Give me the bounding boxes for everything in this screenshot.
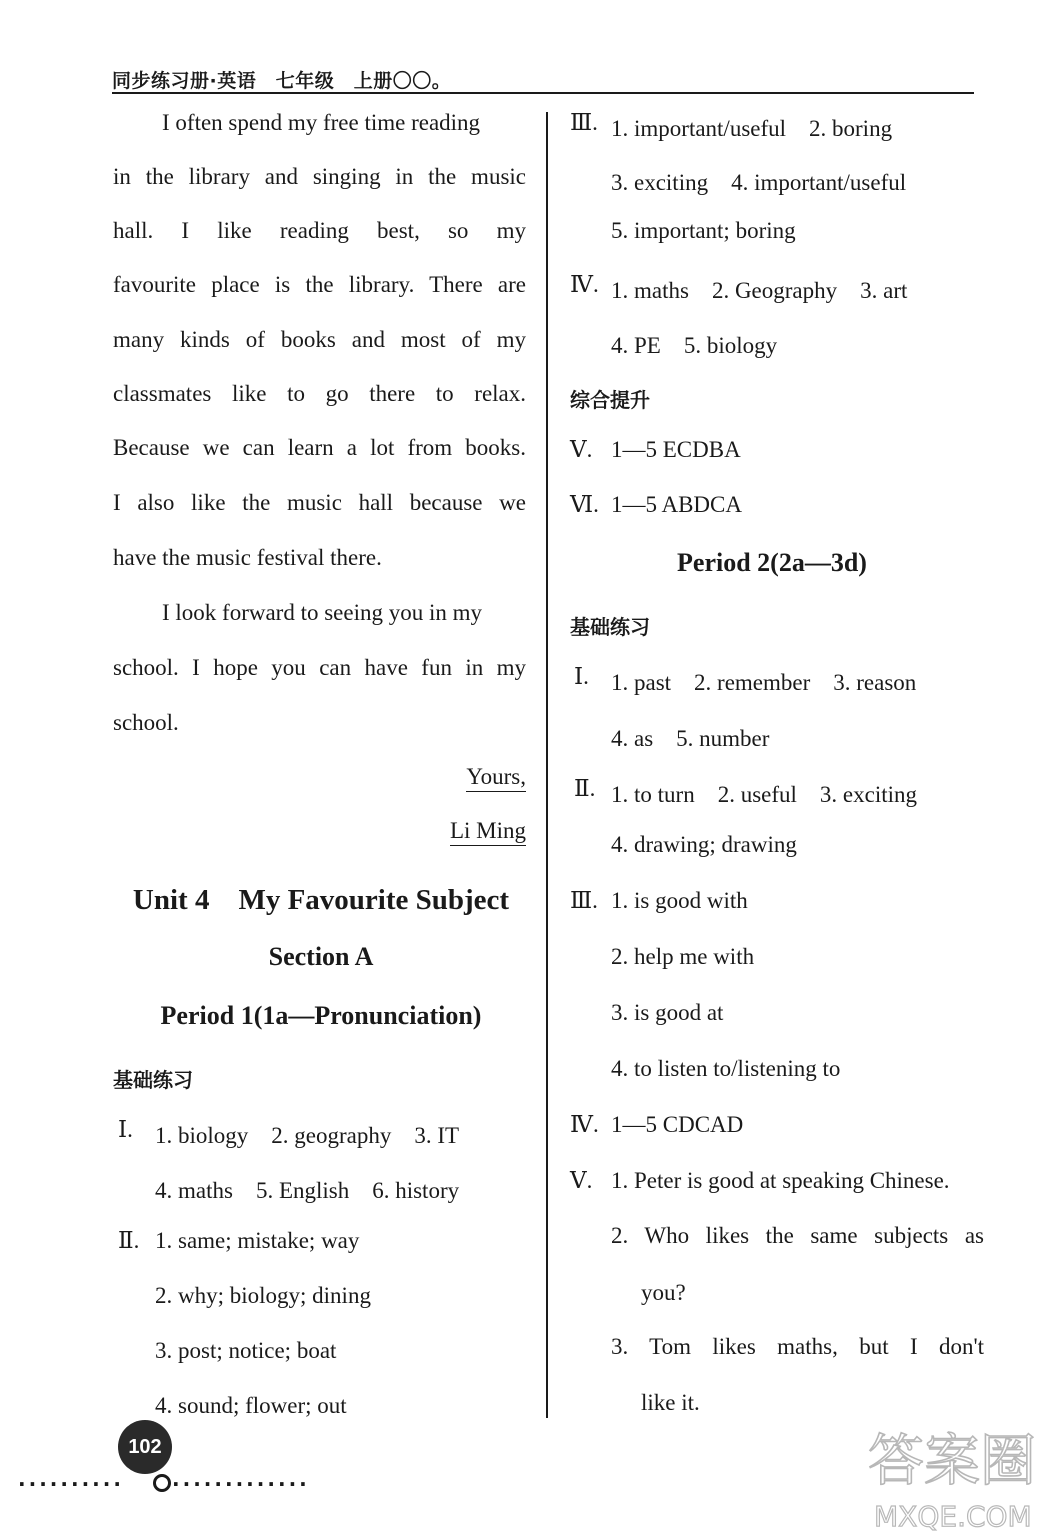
letter-line: I also like the music hall because we: [113, 490, 526, 515]
answer-line: 1. Peter is good at speaking Chinese.: [611, 1168, 950, 1193]
letter-signature: Li Ming: [450, 818, 526, 846]
basic-exercise-label: 基础练习: [570, 615, 650, 639]
answer-line: 1. past 2. remember 3. reason: [611, 670, 917, 695]
exercise-number: Ⅰ.: [118, 1117, 133, 1142]
letter-line: hall. I like reading best, so my: [113, 218, 526, 243]
answer-line: 4. as 5. number: [611, 726, 770, 751]
answer-line: 1. same; mistake; way: [155, 1228, 360, 1253]
letter-line: classmates like to go there to relax.: [113, 381, 526, 406]
answer-line: 1. maths 2. Geography 3. art: [611, 278, 908, 303]
exercise-number: Ⅴ.: [570, 1168, 593, 1193]
footer-dots-right: ·············: [172, 1472, 310, 1496]
watermark-main: 答案圈: [868, 1429, 1036, 1494]
letter-line: many kinds of books and most of my: [113, 327, 526, 352]
answer-line: 3. post; notice; boat: [155, 1338, 337, 1363]
answer-line: 1—5 CDCAD: [611, 1112, 744, 1137]
column-divider: [546, 112, 548, 1418]
answer-line: 3. exciting 4. important/useful: [611, 170, 907, 195]
header-rule: [112, 92, 974, 94]
basic-exercise-label: 基础练习: [113, 1068, 193, 1092]
period-title: Period 1(1a—Pronunciation): [160, 1001, 482, 1030]
answer-line: 1—5 ABDCA: [611, 492, 742, 517]
answer-line: 4. maths 5. English 6. history: [155, 1178, 460, 1203]
letter-line: I often spend my free time reading: [162, 110, 481, 135]
book-title: 同步练习册·英语 七年级 上册〇〇。: [112, 70, 452, 92]
letter-line: have the music festival there.: [113, 545, 382, 570]
answer-line: 4. drawing; drawing: [611, 832, 797, 857]
letter-closing-wrap: [380, 764, 526, 790]
exercise-number: Ⅳ.: [570, 1112, 599, 1137]
page-number: 102: [128, 1436, 162, 1458]
answer-line: 4. to listen to/listening to: [611, 1056, 841, 1081]
letter-line: school.: [113, 710, 179, 735]
advanced-exercise-label: 综合提升: [570, 388, 650, 412]
answer-line: 2. help me with: [611, 944, 755, 969]
answer-line: 1. is good with: [611, 888, 748, 913]
exercise-number: Ⅱ.: [118, 1228, 140, 1253]
letter-line: in the library and singing in the music: [113, 164, 526, 189]
unit-title: Unit 4 My Favourite Subject: [132, 884, 510, 916]
watermark-logo: [860, 1418, 1040, 1534]
answer-line: like it.: [641, 1390, 700, 1415]
exercise-number: Ⅵ.: [570, 492, 599, 517]
letter-line: Because we can learn a lot from books.: [113, 435, 526, 460]
letter-line: I look forward to seeing you in my: [162, 600, 483, 625]
answer-line: 2. Who likes the same subjects as: [611, 1223, 984, 1248]
exercise-number: Ⅱ.: [574, 776, 596, 801]
letter-signature-wrap: [380, 818, 526, 844]
answer-line: 3. Tom likes maths, but I don't: [611, 1334, 984, 1359]
answer-line: 1. to turn 2. useful 3. exciting: [611, 782, 917, 807]
exercise-number: Ⅲ.: [570, 888, 598, 913]
letter-line: school. I hope you can have fun in my: [113, 655, 526, 680]
letter-closing: Yours,: [466, 764, 526, 792]
exercise-number: Ⅳ.: [570, 272, 599, 297]
answer-line: you?: [641, 1280, 686, 1305]
answer-line: 1. biology 2. geography 3. IT: [155, 1123, 460, 1148]
section-title: Section A: [268, 942, 374, 971]
answer-line: 5. important; boring: [611, 218, 796, 243]
answer-line: 4. PE 5. biology: [611, 333, 778, 358]
page-header: [112, 66, 974, 94]
answer-line: 1—5 ECDBA: [611, 437, 741, 462]
exercise-number: Ⅰ.: [574, 664, 589, 689]
answer-line: 3. is good at: [611, 1000, 724, 1025]
answer-line: 2. why; biology; dining: [155, 1283, 371, 1308]
answer-line: 1. important/useful 2. boring: [611, 116, 893, 141]
exercise-number: Ⅲ.: [570, 110, 598, 135]
page-number-ring-icon: [153, 1474, 171, 1492]
footer-dots-left: ··········: [18, 1472, 124, 1496]
exercise-number: Ⅴ.: [570, 437, 593, 462]
period-title: Period 2(2a—3d): [677, 548, 867, 577]
answer-line: 4. sound; flower; out: [155, 1393, 347, 1418]
letter-line: favourite place is the library. There are: [113, 272, 526, 297]
watermark-url: MXQE.COM: [874, 1500, 1032, 1533]
